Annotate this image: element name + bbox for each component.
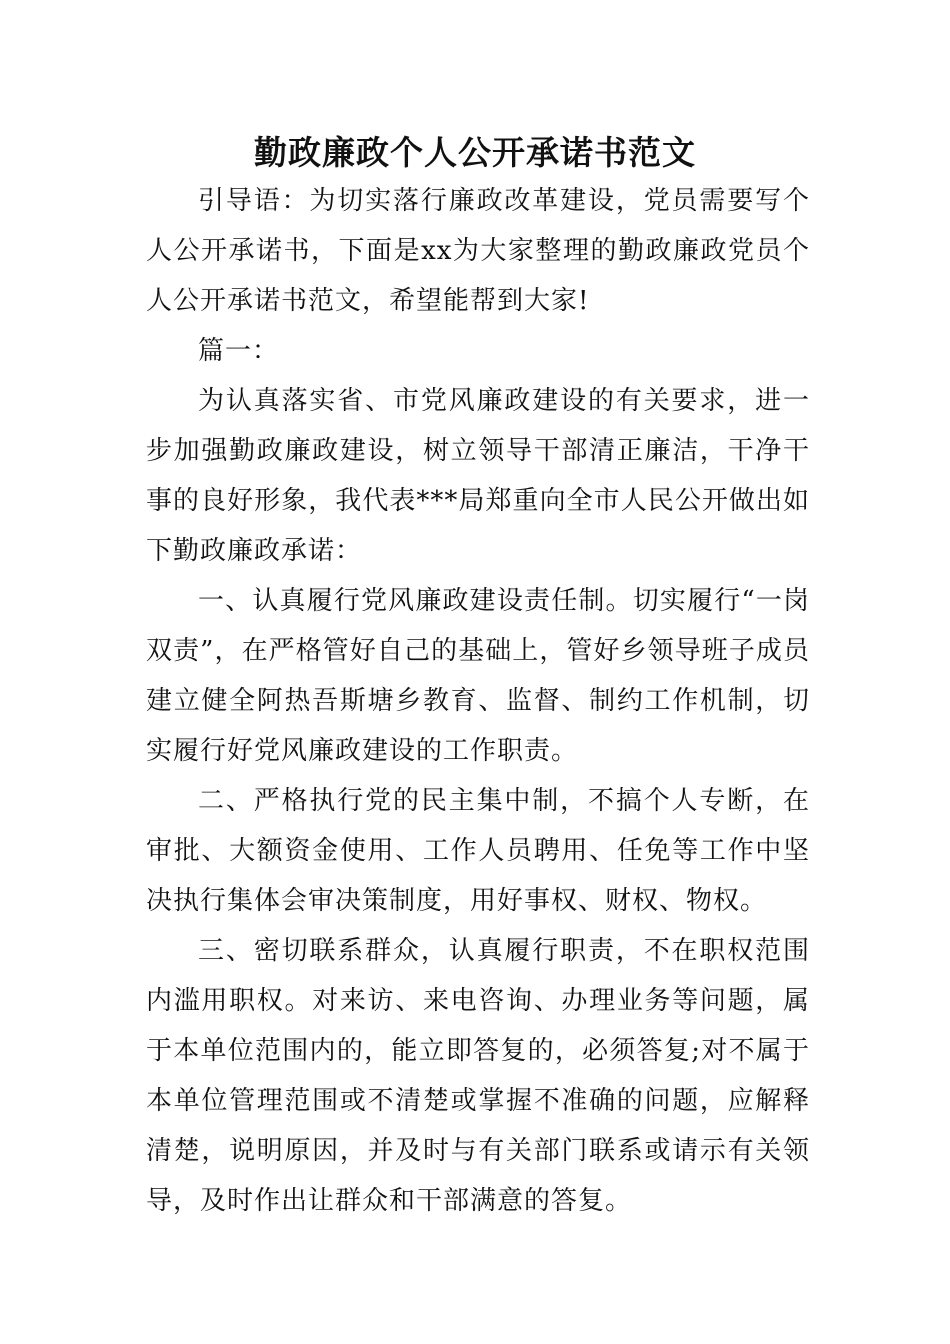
paragraph-item-2: 二、严格执行党的民主集中制，不搞个人专断，在审批、大额资金使用、工作人员聘用、任免等工作中坚决执行集体会审决策制度，用好事权、财权、物权。 xyxy=(146,786,810,916)
paragraph-intro: 引导语：为切实落行廉政改革建设，党员需要写个人公开承诺书，下面是xx为大家整理的勤政廉政党员个人公开承诺书范文，希望能帮到大家! xyxy=(146,186,810,316)
paragraph-item-1: 一、认真履行党风廉政建设责任制。切实履行“一岗双责”，在严格管好自己的基础上，管好乡领导班子成员建立健全阿热吾斯塘乡教育、监督、制约工作机制，切实履行好党风廉政建设的工作职责。 xyxy=(146,586,810,766)
document-body xyxy=(146,176,810,1226)
paragraph-section-heading: 篇一： xyxy=(198,336,280,366)
paragraph-preamble: 为认真落实省、市党风廉政建设的有关要求，进一步加强勤政廉政建设，树立领导干部清正廉洁，干净干事的良好形象，我代表***局郑重向全市人民公开做出如下勤政廉政承诺： xyxy=(146,386,810,566)
paragraph-item-3: 三、密切联系群众，认真履行职责，不在职权范围内滥用职权。对来访、来电咨询、办理业务等问题，属于本单位范围内的，能立即答复的，必须答复;对不属于本单位管理范围或不清楚或掌握不准确的问题，应解释清楚，说明原因，并及时与有关部门联系或请示有关领导，及时作出让群众和干部满意的答复。 xyxy=(146,936,810,1216)
document-title: 勤政廉政个人公开承诺书范文 xyxy=(254,133,696,172)
